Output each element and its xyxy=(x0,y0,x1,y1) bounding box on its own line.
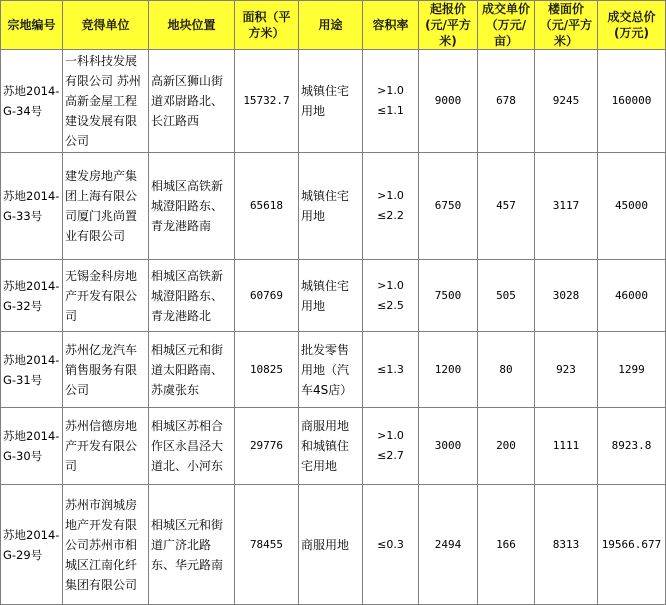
cell-far xyxy=(363,260,419,332)
cell-far xyxy=(363,485,419,605)
cell-buyer: 无锡金科房地产开发有限公司 xyxy=(63,260,149,332)
header-code: 宗地编号 xyxy=(1,1,63,50)
cell-code: 苏地2014-G-30号 xyxy=(1,408,63,485)
table-row xyxy=(1,408,666,485)
far-low: >1.0 xyxy=(377,189,404,202)
far-high: ≤1.3 xyxy=(377,362,404,376)
cell-use: 城镇住宅用地 xyxy=(299,260,363,332)
cell-use: 城镇住宅用地 xyxy=(299,50,363,153)
far-high: ≤2.7 xyxy=(377,449,404,462)
header-location: 地块位置 xyxy=(149,1,235,50)
cell-area: 65618 xyxy=(235,153,299,260)
cell-floor-price: 8313 xyxy=(535,485,598,605)
cell-unit-price: 166 xyxy=(478,485,535,605)
cell-total: 1299 xyxy=(598,332,666,408)
header-start-price: 起报价(元/平方米) xyxy=(419,1,478,50)
cell-area: 15732.7 xyxy=(235,50,299,153)
table-row xyxy=(1,485,666,605)
cell-total: 45000 xyxy=(598,153,666,260)
cell-location: 相城区元和街道太阳路南、苏虞张东 xyxy=(149,332,235,408)
header-row xyxy=(1,1,666,50)
far-high: ≤2.5 xyxy=(377,298,404,312)
cell-start-price: 6750 xyxy=(419,153,478,260)
cell-floor-price: 3028 xyxy=(535,260,598,332)
cell-far xyxy=(363,50,419,153)
header-total: 成交总价(万元) xyxy=(598,1,666,50)
cell-far xyxy=(363,408,419,485)
cell-start-price: 9000 xyxy=(419,50,478,153)
header-floor-price: 楼面价（元/平方米） xyxy=(535,1,598,50)
cell-total: 46000 xyxy=(598,260,666,332)
cell-far xyxy=(363,153,419,260)
cell-code: 苏地2014-G-31号 xyxy=(1,332,63,408)
far-low: >1.0 xyxy=(377,84,404,97)
table-row xyxy=(1,332,666,408)
cell-area: 10825 xyxy=(235,332,299,408)
table-row xyxy=(1,50,666,153)
far-high: ≤1.1 xyxy=(377,104,404,117)
header-far: 容积率 xyxy=(363,1,419,50)
cell-buyer: 苏州市润城房地产开发有限公司苏州市相城区江南化纤集团有限公司 xyxy=(63,485,149,605)
cell-unit-price: 80 xyxy=(478,332,535,408)
header-unit-price: 成交单价（万元/亩） xyxy=(478,1,535,50)
cell-total: 8923.8 xyxy=(598,408,666,485)
cell-far xyxy=(363,332,419,408)
cell-unit-price: 457 xyxy=(478,153,535,260)
cell-location: 相城区苏相合作区永昌泾大道北、小河东 xyxy=(149,408,235,485)
cell-unit-price: 200 xyxy=(478,408,535,485)
cell-buyer: 苏州亿龙汽车销售服务有限公司 xyxy=(63,332,149,408)
cell-total: 19566.677 xyxy=(598,485,666,605)
cell-code: 苏地2014-G-29号 xyxy=(1,485,63,605)
cell-unit-price: 505 xyxy=(478,260,535,332)
far-high: ≤0.3 xyxy=(377,537,404,551)
cell-location: 相城区元和街道广济北路东、华元路南 xyxy=(149,485,235,605)
cell-location: 相城区高铁新城澄阳路东、青龙港路北 xyxy=(149,260,235,332)
cell-area: 29776 xyxy=(235,408,299,485)
cell-unit-price: 678 xyxy=(478,50,535,153)
header-area: 面积（平方米） xyxy=(235,1,299,50)
far-low: >1.0 xyxy=(377,429,404,442)
far-high: ≤2.2 xyxy=(377,209,404,222)
cell-floor-price: 3117 xyxy=(535,153,598,260)
cell-code: 苏地2014-G-34号 xyxy=(1,50,63,153)
cell-start-price: 3000 xyxy=(419,408,478,485)
cell-start-price: 1200 xyxy=(419,332,478,408)
cell-area: 78455 xyxy=(235,485,299,605)
cell-buyer: 建发房地产集团上海有限公司厦门兆尚置业有限公司 xyxy=(63,153,149,260)
cell-start-price: 7500 xyxy=(419,260,478,332)
header-buyer: 竞得单位 xyxy=(63,1,149,50)
cell-use: 商服用地和城镇住宅用地 xyxy=(299,408,363,485)
cell-total: 160000 xyxy=(598,50,666,153)
cell-area: 60769 xyxy=(235,260,299,332)
cell-floor-price: 1111 xyxy=(535,408,598,485)
cell-use: 商服用地 xyxy=(299,485,363,605)
cell-code: 苏地2014-G-33号 xyxy=(1,153,63,260)
cell-buyer: 苏州信德房地产开发有限公司 xyxy=(63,408,149,485)
cell-location: 高新区狮山街道邓尉路北、长江路西 xyxy=(149,50,235,153)
cell-use: 城镇住宅用地 xyxy=(299,153,363,260)
cell-use: 批发零售用地（汽车4S店） xyxy=(299,332,363,408)
cell-floor-price: 923 xyxy=(535,332,598,408)
cell-floor-price: 9245 xyxy=(535,50,598,153)
cell-location: 相城区高铁新城澄阳路东、青龙港路南 xyxy=(149,153,235,260)
cell-code: 苏地2014-G-32号 xyxy=(1,260,63,332)
cell-buyer: 一科科技发展有限公司 苏州高新金屋工程建设发展有限公司 xyxy=(63,50,149,153)
far-low: >1.0 xyxy=(377,278,404,292)
table-row xyxy=(1,153,666,260)
header-use: 用途 xyxy=(299,1,363,50)
table-row xyxy=(1,260,666,332)
cell-start-price: 2494 xyxy=(419,485,478,605)
